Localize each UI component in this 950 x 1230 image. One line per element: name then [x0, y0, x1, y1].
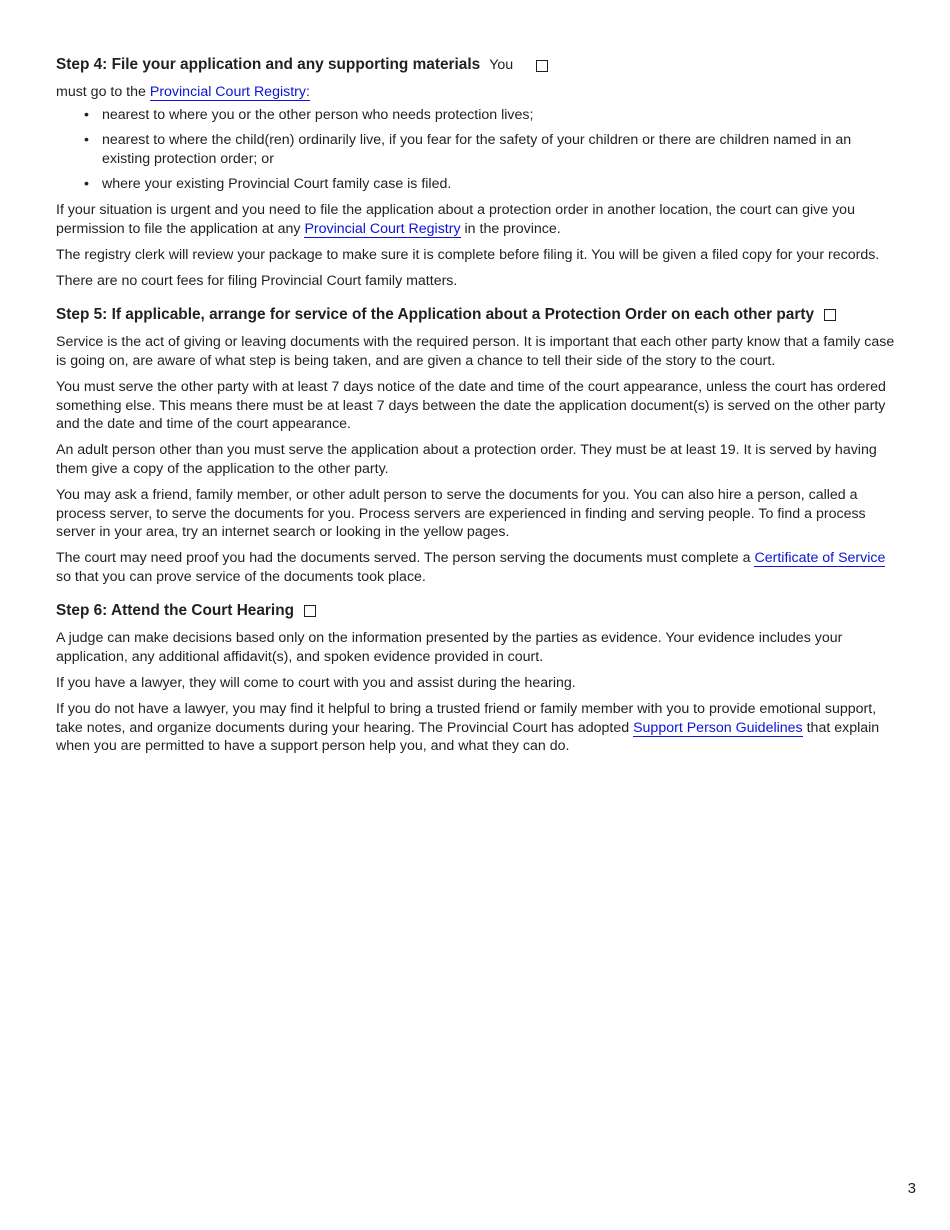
step4-heading-row [56, 55, 896, 75]
registry-location-list [56, 106, 896, 194]
list-item [56, 106, 896, 125]
bullet-icon: • [84, 106, 89, 123]
proof-text-end: so that you can prove service of the documents took place. [56, 568, 426, 585]
list-item [56, 131, 896, 168]
certificate-of-service-link[interactable]: Certificate of Service [754, 550, 886, 567]
support-text: If you do not have a lawyer, you may find it helpful to bring a trusted friend or family member with you to provide emotional support, take notes, and organize documents during your hearing. The Provincial Court has adopted [56, 701, 877, 736]
step6-heading: Step 6: Attend the Court Hearing [56, 602, 294, 620]
provincial-court-registry-link[interactable]: Provincial Court Registry: [149, 84, 310, 100]
step5-heading-row [56, 305, 896, 325]
step4-checkbox[interactable] [536, 60, 548, 72]
list-item-text: nearest to where you or the other person who needs protection lives; [102, 106, 534, 123]
step6-heading-row [56, 601, 896, 621]
step6-paragraph-evidence: A judge can make decisions based only on the information presented by the parties as evidence. Your evidence includes your application, any additional affidavit(s), and spoken evidence provided in court. [56, 630, 843, 666]
list-item-text: nearest to where the child(ren) ordinarily live, if you fear for the safety of your children or there are children named in an existing protection order; or [102, 132, 852, 167]
bullet-icon: • [84, 132, 89, 149]
step4-heading: Step 4: File your application and any supporting materials [56, 56, 481, 73]
step6-support-paragraph [56, 700, 896, 756]
step5-paragraph-notice: You must serve the other party with at least 7 days notice of the date and time of the court appearance, unless the court has ordered something else. This means there must be at least 7 days between the date the application document(s) is served on the other party and the date and time of the court appearance. [56, 379, 886, 433]
document-page [56, 55, 896, 764]
list-item-text: where your existing Provincial Court family case is filed. [102, 176, 452, 193]
support-person-guidelines-link[interactable]: Support Person Guidelines [633, 719, 803, 736]
step5-paragraph-service: Service is the act of giving or leaving documents with the required person. It is important that each other party know that a family case is going on, are aware of what step is being taken, and are given a chance to tell their side of the story to the court. [56, 334, 895, 369]
step6-checkbox[interactable] [304, 605, 316, 617]
urgent-text: If your situation is urgent and you need to file the application about a protection order in another location, the court can give you permission to file the application at any [56, 201, 855, 237]
step4-intro [56, 83, 896, 102]
urgent-text-end: in the province. [464, 220, 561, 237]
step6-paragraph-lawyer: If you have a lawyer, they will come to court with you and assist during the hearing. [56, 675, 576, 692]
proof-text: The court may need proof you had the documents served. The person serving the documents must complete a [56, 550, 751, 567]
step5-proof-paragraph [56, 549, 896, 586]
step5-checkbox[interactable] [824, 309, 836, 321]
page-number: 3 [907, 1180, 916, 1197]
step5-paragraph-process-server: You may ask a friend, family member, or other adult person to serve the documents for you. You can also hire a person, called a process server, to serve the documents for you. Process servers are experienced in finding and serving people. To find a process server in your area, try an internet search or looking in the yellow pages. [56, 487, 866, 541]
step5-heading: Step 5: If applicable, arrange for service of the Application about a Protection Order on each other party [56, 306, 815, 324]
step4-clerk-paragraph: The registry clerk will review your package to make sure it is complete before filing it. You will be given a filed copy for your records. [56, 246, 880, 263]
step4-intro-text: must go to the [56, 84, 146, 100]
support-text-end: that explain when you are permitted to have a support person help you, and what they can do. [56, 719, 880, 755]
list-item [56, 175, 896, 194]
provincial-court-registry-link-2[interactable]: Provincial Court Registry [304, 220, 461, 237]
step4-fees-paragraph: There are no court fees for filing Provincial Court family matters. [56, 272, 458, 289]
step4-heading-tail: You [489, 56, 514, 73]
step4-urgent-paragraph [56, 201, 896, 238]
step5-paragraph-adult: An adult person other than you must serve the application about a protection order. They must be at least 19. It is served by having them give a copy of the application to the other party. [56, 442, 877, 477]
bullet-icon: • [84, 176, 89, 193]
